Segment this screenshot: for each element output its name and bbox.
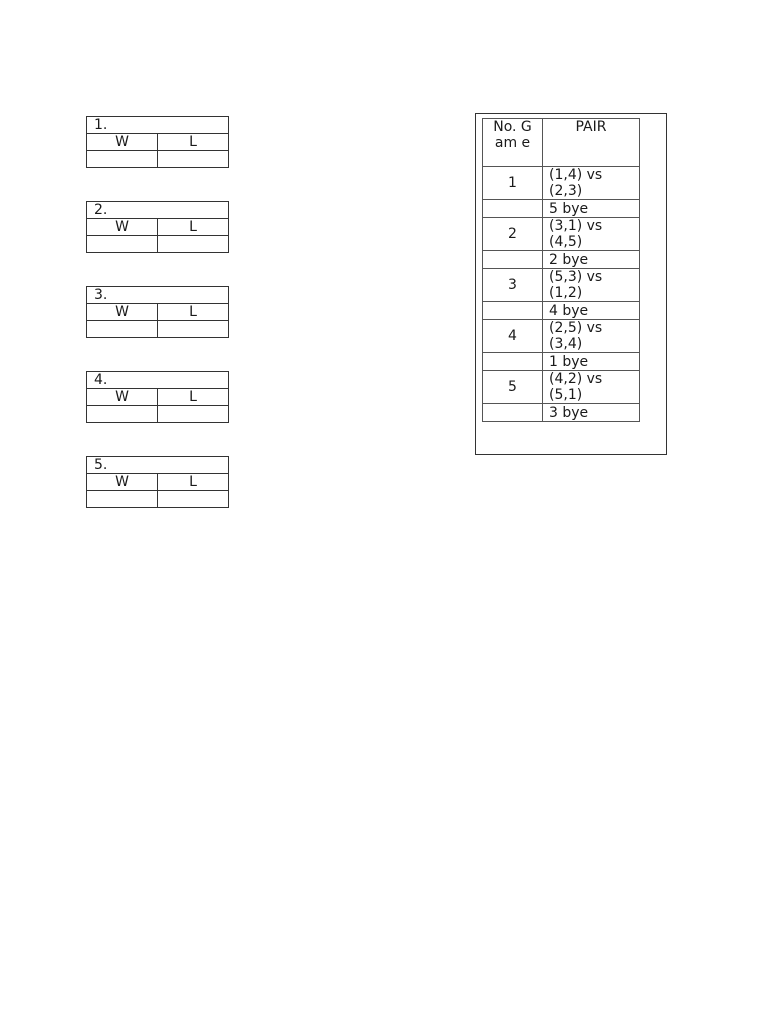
schedule-row — [483, 218, 640, 251]
schedule-row — [483, 200, 640, 218]
game-number-cell: 2 — [483, 218, 543, 251]
win-header: W — [87, 134, 158, 151]
score-box-game-3 — [86, 286, 229, 338]
schedule-row — [483, 371, 640, 404]
loss-entry-cell[interactable] — [158, 151, 229, 168]
pair-cell: 2 bye — [543, 251, 640, 269]
loss-entry-cell[interactable] — [158, 321, 229, 338]
pair-cell: (1,4) vs (2,3) — [543, 167, 640, 200]
win-entry-cell[interactable] — [87, 491, 158, 508]
loss-header: L — [158, 474, 229, 491]
pair-cell: (4,2) vs (5,1) — [543, 371, 640, 404]
header-pair: PAIR — [543, 119, 640, 167]
score-box-game-5 — [86, 456, 229, 508]
pair-cell: (2,5) vs (3,4) — [543, 320, 640, 353]
game-number-cell: 3 — [483, 269, 543, 302]
game-number-cell: 5 — [483, 371, 543, 404]
game-label: 4. — [87, 372, 229, 389]
schedule-row — [483, 269, 640, 302]
loss-header: L — [158, 304, 229, 321]
loss-entry-cell[interactable] — [158, 491, 229, 508]
win-header: W — [87, 389, 158, 406]
win-entry-cell[interactable] — [87, 151, 158, 168]
loss-header: L — [158, 134, 229, 151]
pair-cell: 3 bye — [543, 404, 640, 422]
schedule-frame — [475, 113, 667, 455]
header-game-number: No. Gam e — [483, 119, 543, 167]
game-number-cell: 4 — [483, 320, 543, 353]
pair-cell: 1 bye — [543, 353, 640, 371]
game-label: 2. — [87, 202, 229, 219]
schedule-table — [482, 118, 640, 422]
pair-cell: (5,3) vs (1,2) — [543, 269, 640, 302]
win-header: W — [87, 304, 158, 321]
game-label: 5. — [87, 457, 229, 474]
schedule-header-row — [483, 119, 640, 167]
schedule-row — [483, 404, 640, 422]
schedule-row — [483, 302, 640, 320]
game-label: 1. — [87, 117, 229, 134]
score-box-game-2 — [86, 201, 229, 253]
win-entry-cell[interactable] — [87, 321, 158, 338]
win-header: W — [87, 474, 158, 491]
game-number-cell: 1 — [483, 167, 543, 200]
pair-cell: 4 bye — [543, 302, 640, 320]
game-number-cell — [483, 200, 543, 218]
score-box-game-4 — [86, 371, 229, 423]
pair-cell: 5 bye — [543, 200, 640, 218]
game-number-cell — [483, 302, 543, 320]
game-number-cell — [483, 251, 543, 269]
win-entry-cell[interactable] — [87, 236, 158, 253]
schedule-row — [483, 320, 640, 353]
schedule-row — [483, 353, 640, 371]
game-number-cell — [483, 353, 543, 371]
game-label: 3. — [87, 287, 229, 304]
win-header: W — [87, 219, 158, 236]
pair-cell: (3,1) vs (4,5) — [543, 218, 640, 251]
loss-entry-cell[interactable] — [158, 236, 229, 253]
schedule-row — [483, 251, 640, 269]
loss-header: L — [158, 389, 229, 406]
score-box-game-1 — [86, 116, 229, 168]
loss-header: L — [158, 219, 229, 236]
win-entry-cell[interactable] — [87, 406, 158, 423]
game-number-cell — [483, 404, 543, 422]
schedule-row — [483, 167, 640, 200]
loss-entry-cell[interactable] — [158, 406, 229, 423]
